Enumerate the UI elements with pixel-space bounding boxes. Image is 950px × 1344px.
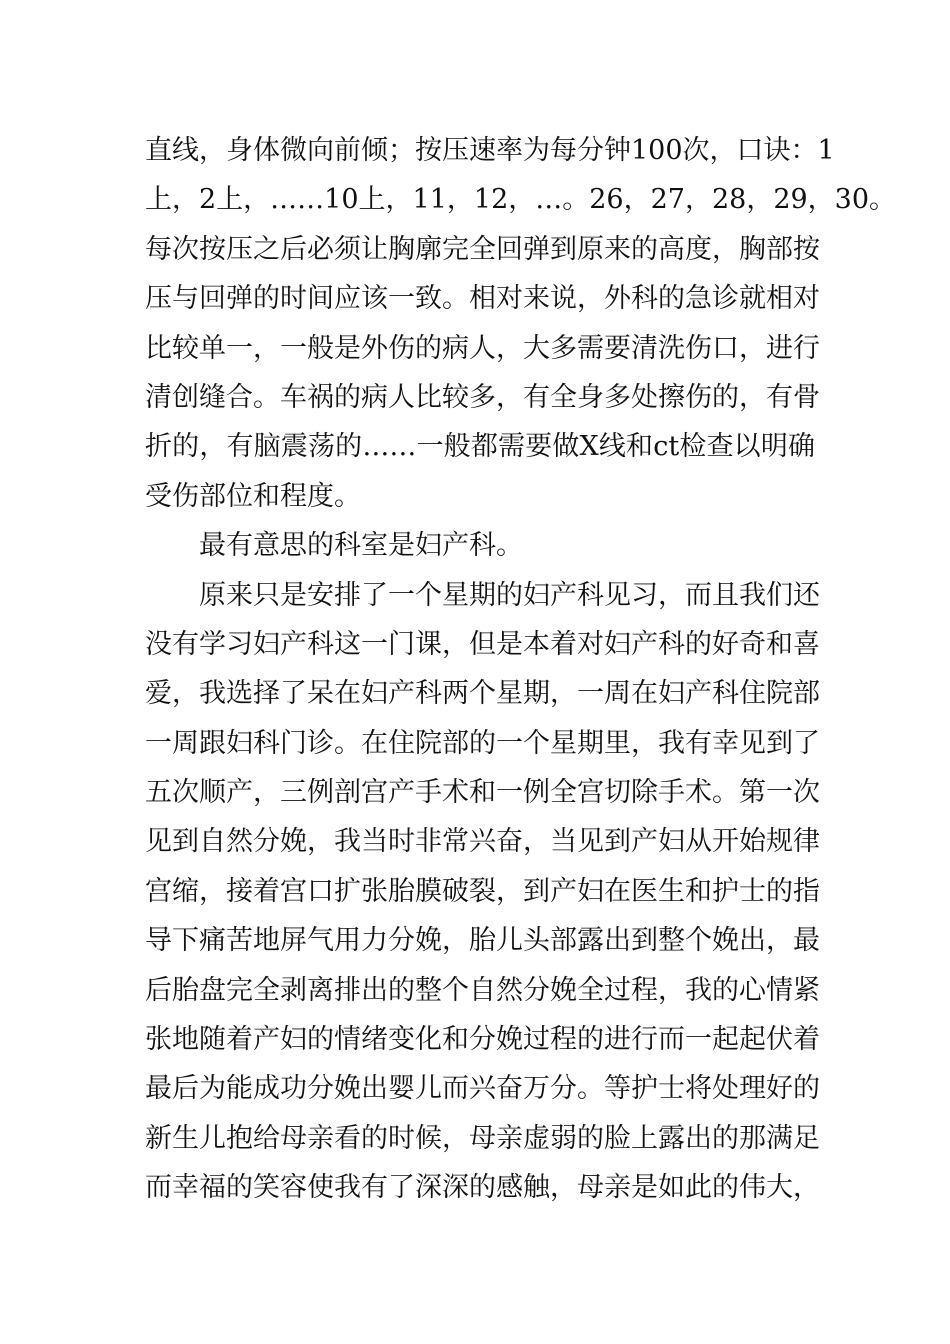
text-line: 压与回弹的时间应该一致。相对来说，外科的急诊就相对 bbox=[145, 283, 820, 315]
text-line: 见到自然分娩，我当时非常兴奋，当见到产妇从开始规律 bbox=[145, 826, 820, 858]
text-line: 爱，我选择了呆在妇产科两个星期，一周在妇产科住院部 bbox=[145, 678, 820, 710]
text-line: 原来只是安排了一个星期的妇产科见习，而且我们还 bbox=[199, 579, 820, 611]
text-line: 五次顺产，三例剖宫产手术和一例全宫切除手术。第一次 bbox=[145, 777, 820, 809]
text-line: 没有学习妇产科这一门课，但是本着对妇产科的好奇和喜 bbox=[145, 628, 820, 660]
text-line: 新生儿抱给母亲看的时候，母亲虚弱的脸上露出的那满足 bbox=[145, 1122, 820, 1154]
body-text bbox=[145, 126, 897, 1213]
text-line: 直线，身体微向前倾；按压速率为每分钟100次，口诀：1 bbox=[145, 135, 835, 166]
paragraph-heading-line: 最有意思的科室是妇产科。 bbox=[199, 530, 523, 562]
text-line: 宫缩，接着宫口扩张胎膜破裂，到产妇在医生和护士的指 bbox=[145, 875, 820, 907]
text-line: 最后为能成功分娩出婴儿而兴奋万分。等护士将处理好的 bbox=[145, 1073, 820, 1105]
text-line: 张地随着产妇的情绪变化和分娩过程的进行而一起起伏着 bbox=[145, 1024, 820, 1056]
text-line: 后胎盘完全剥离排出的整个自然分娩全过程，我的心情紧 bbox=[145, 974, 820, 1006]
text-line: 折的，有脑震荡的……一般都需要做X线和ct检查以明确 bbox=[145, 431, 815, 463]
text-line: 一周跟妇科门诊。在住院部的一个星期里，我有幸见到了 bbox=[145, 727, 820, 759]
text-line: 清创缝合。车祸的病人比较多，有全身多处擦伤的，有骨 bbox=[145, 381, 820, 413]
text-line: 比较单一，一般是外伤的病人，大多需要清洗伤口，进行 bbox=[145, 332, 820, 364]
text-line: 导下痛苦地屏气用力分娩，胎儿头部露出到整个娩出，最 bbox=[145, 925, 820, 957]
text-line: 受伤部位和程度。 bbox=[145, 480, 361, 512]
text-line: 每次按压之后必须让胸廓完全回弹到原来的高度，胸部按 bbox=[145, 233, 820, 265]
text-line: 而幸福的笑容使我有了深深的感触，母亲是如此的伟大， bbox=[145, 1172, 820, 1204]
text-line: 上，2上，……10上，11，12，…。26，27，28，29，30。 bbox=[145, 184, 897, 216]
